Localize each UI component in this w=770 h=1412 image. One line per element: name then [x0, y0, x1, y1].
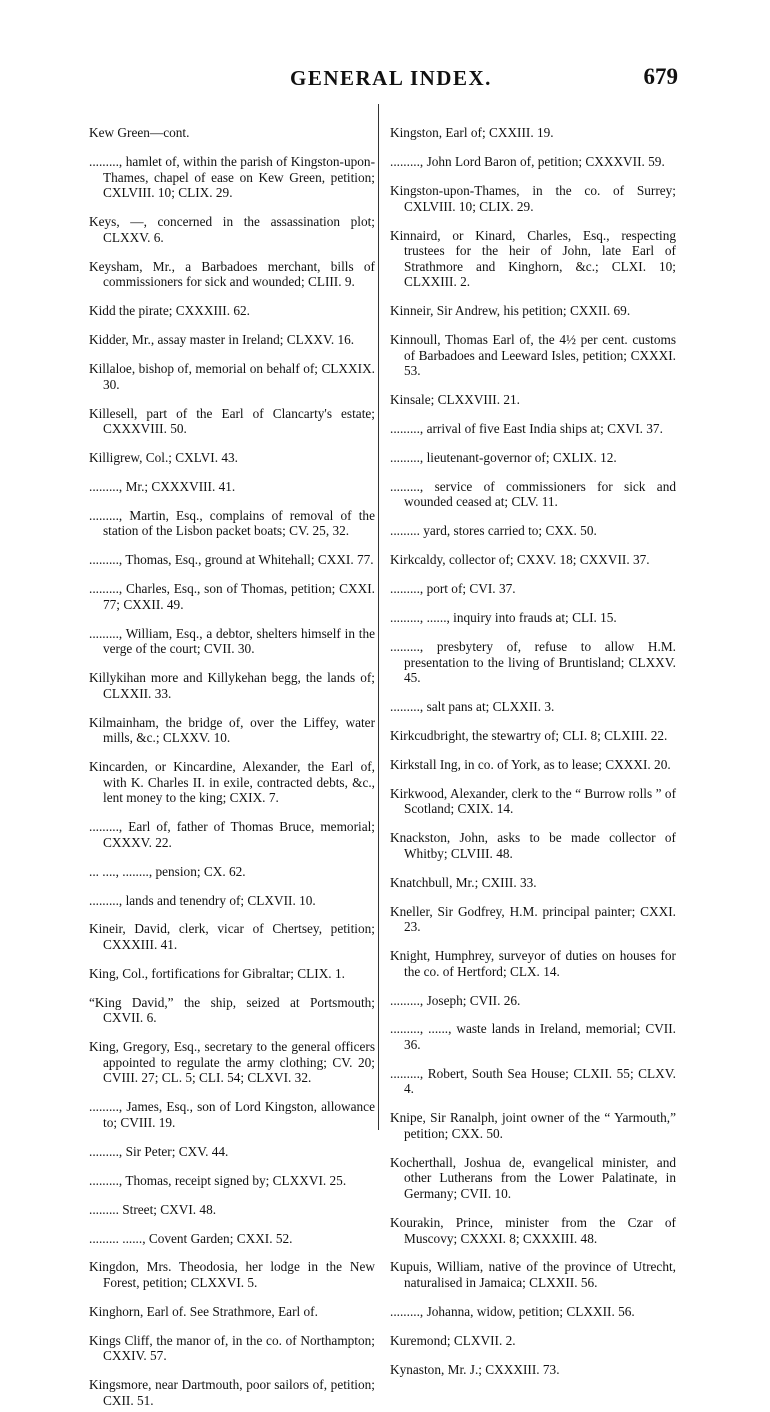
- index-entry: ... ...., ........, pension; CX. 62.: [89, 863, 246, 879]
- index-entry: ........., ......, inquiry into frauds at; CLI. 15.: [390, 610, 617, 626]
- index-entry: Killesell, part of the Earl of Clancarty's estate; CXXXVIII. 50.: [89, 405, 375, 437]
- index-entry: Kirkstall Ing, in co. of York, as to lease; CXXXI. 20.: [390, 756, 671, 772]
- index-column-left: [89, 112, 375, 1412]
- index-entry: Kineir, David, clerk, vicar of Chertsey, petition; CXXXIII. 41.: [89, 921, 375, 953]
- index-entry: Kinnoull, Thomas Earl of, the 4½ per cent. customs of Barbadoes and Leeward Isles, petition; CXXXI. 53.: [390, 332, 676, 379]
- column-divider: [378, 104, 379, 1130]
- page-title: GENERAL INDEX.: [290, 66, 492, 90]
- index-entry: ........., presbytery of, refuse to allow H.M. presentation to the living of Bruntisland; CLXXV. 45.: [390, 638, 676, 686]
- index-entry: Keysham, Mr., a Barbadoes merchant, bills of commissioners for sick and wounded; CLIII. 9.: [89, 258, 375, 290]
- index-entry: Kilmainham, the bridge of, over the Liffey, water mills, &c.; CLXXV. 10.: [89, 714, 375, 746]
- index-entry: ........., Robert, South Sea House; CLXII. 55; CLXV. 4.: [390, 1065, 676, 1097]
- index-entry: Kourakin, Prince, minister from the Czar of Muscovy; CXXXI. 8; CXXXIII. 48.: [390, 1214, 676, 1246]
- index-entry: Kirkwood, Alexander, clerk to the “ Burrow rolls ” of Scotland; CXIX. 14.: [390, 785, 676, 817]
- index-entry: ........., Thomas, receipt signed by; CLXXVI. 25.: [89, 1172, 347, 1188]
- index-entry: Kingston-upon-Thames, in the co. of Surrey; CXLVIII. 10; CLIX. 29.: [390, 183, 676, 214]
- index-entry: ........., Martin, Esq., complains of removal of the station of the Lisbon packet boats; CV. 25, 32.: [89, 507, 375, 539]
- index-entry: Kneller, Sir Godfrey, H.M. principal painter; CXXI. 23.: [390, 903, 676, 935]
- index-entry: ........., Thomas, Esq., ground at Whitehall; CXXI. 77.: [89, 552, 374, 568]
- index-entry: ........., Johanna, widow, petition; CLXXII. 56.: [390, 1303, 635, 1319]
- index-entry: Kingdon, Mrs. Theodosia, her lodge in the New Forest, petition; CLXXVI. 5.: [89, 1259, 375, 1290]
- index-entry: ........., Mr.; CXXXVIII. 41.: [89, 478, 236, 494]
- index-entry: ........., Sir Peter; CXV. 44.: [89, 1143, 229, 1159]
- index-entry: King, Col., fortifications for Gibraltar; CLIX. 1.: [89, 965, 345, 981]
- index-entry: ........., port of; CVI. 37.: [390, 581, 516, 597]
- index-entry: Knipe, Sir Ranalph, joint owner of the “ Yarmouth,” petition; CXX. 50.: [390, 1110, 676, 1141]
- index-entry: ......... ......, Covent Garden; CXXI. 52.: [89, 1230, 293, 1246]
- index-entry: Kynaston, Mr. J.; CXXXIII. 73.: [390, 1361, 560, 1377]
- index-entry: ........., Joseph; CVII. 26.: [390, 992, 521, 1008]
- index-entry: ......... yard, stores carried to; CXX. 50.: [390, 523, 597, 539]
- index-entry: Kings Cliff, the manor of, in the co. of Northampton; CXXIV. 57.: [89, 1332, 375, 1364]
- index-entry: Knight, Humphrey, surveyor of duties on houses for the co. of Hertford; CLX. 14.: [390, 948, 676, 979]
- index-entry: Knackston, John, asks to be made collector of Whitby; CLVIII. 48.: [390, 830, 676, 861]
- index-entry: King, Gregory, Esq., secretary to the general officers appointed to regulate the army clothing; CV. 20; CVIII. 27; CL. 5; CLI. 54; CLXVI. 32.: [89, 1039, 375, 1086]
- index-entry: Killykihan more and Killykehan begg, the lands of; CLXXII. 33.: [89, 670, 375, 701]
- index-entry: Kidder, Mr., assay master in Ireland; CLXXV. 16.: [89, 332, 355, 348]
- index-entry: Kew Green—cont.: [89, 125, 190, 141]
- index-entry: ......... Street; CXVI. 48.: [89, 1201, 217, 1217]
- index-entry: Kinghorn, Earl of. See Strathmore, Earl of.: [89, 1303, 318, 1319]
- index-entry: ........., John Lord Baron of, petition; CXXXVII. 59.: [390, 154, 665, 170]
- index-entry: Kirkcaldy, collector of; CXXV. 18; CXXVII. 37.: [390, 552, 650, 568]
- index-entry: ........., James, Esq., son of Lord Kingston, allowance to; CVIII. 19.: [89, 1099, 375, 1130]
- page-header: [0, 58, 770, 98]
- index-entry: Kinsale; CLXXVIII. 21.: [390, 392, 520, 408]
- index-entry: Kupuis, William, native of the province of Utrecht, naturalised in Jamaica; CLXXII. 56.: [390, 1259, 676, 1290]
- index-entry: Kingston, Earl of; CXXIII. 19.: [390, 125, 554, 141]
- index-entry: ........., lieutenant-governor of; CXLIX. 12.: [390, 449, 617, 465]
- index-entry: ........., hamlet of, within the parish of Kingston-upon-Thames, chapel of ease on Kew Green, petition; CXLVIII. 10; CLIX. 29.: [89, 154, 375, 201]
- index-entry: Kingsmore, near Dartmouth, poor sailors of, petition; CXII. 51.: [89, 1377, 375, 1408]
- index-entry: ........., Earl of, father of Thomas Bruce, memorial; CXXXV. 22.: [89, 819, 375, 850]
- index-entry: Knatchbull, Mr.; CXIII. 33.: [390, 874, 537, 890]
- index-entry: ........., ......, waste lands in Ireland, memorial; CVII. 36.: [390, 1021, 676, 1052]
- index-entry: Kinneir, Sir Andrew, his petition; CXXII. 69.: [390, 303, 631, 319]
- index-entry: Kirkcudbright, the stewartry of; CLI. 8; CLXIII. 22.: [390, 727, 668, 743]
- index-entry: Keys, —, concerned in the assassination plot; CLXXV. 6.: [89, 214, 375, 245]
- index-entry: ........., lands and tenendry of; CLXVII. 10.: [89, 892, 316, 908]
- index-entry: Killaloe, bishop of, memorial on behalf of; CLXXIX. 30.: [89, 361, 375, 392]
- index-entry: Kidd the pirate; CXXXIII. 62.: [89, 303, 251, 319]
- index-entry: Kinnaird, or Kinard, Charles, Esq., respecting trustees for the heir of John, late Earl of Strathmore and Kinghorn, &c.; CLXI. 10; CLXXIII. 2.: [390, 227, 676, 290]
- index-column-right: [390, 112, 676, 1381]
- index-entry: ........., arrival of five East India ships at; CXVI. 37.: [390, 421, 663, 437]
- index-entry: “King David,” the ship, seized at Portsmouth; CXVII. 6.: [89, 994, 375, 1026]
- page-number: 679: [643, 64, 678, 89]
- index-entry: Kuremond; CLXVII. 2.: [390, 1332, 516, 1348]
- index-entry: Kocherthall, Joshua de, evangelical minister, and other Lutherans from the Lower Palatinate, in Germany; CVII. 10.: [390, 1154, 676, 1202]
- index-entry: ........., Charles, Esq., son of Thomas, petition; CXXI. 77; CXXII. 49.: [89, 581, 375, 612]
- index-entry: ........., salt pans at; CLXXII. 3.: [390, 699, 555, 714]
- index-entry: Killigrew, Col.; CXLVI. 43.: [89, 449, 238, 465]
- index-entry: Kincarden, or Kincardine, Alexander, the Earl of, with K. Charles II. in exile, contracted debts, &c., lent money to the king; CXIX. 7.: [89, 759, 375, 806]
- index-entry: ........., William, Esq., a debtor, shelters himself in the verge of the court; CVII. 30.: [89, 625, 375, 657]
- index-entry: ........., service of commissioners for sick and wounded ceased at; CLV. 11.: [390, 478, 676, 510]
